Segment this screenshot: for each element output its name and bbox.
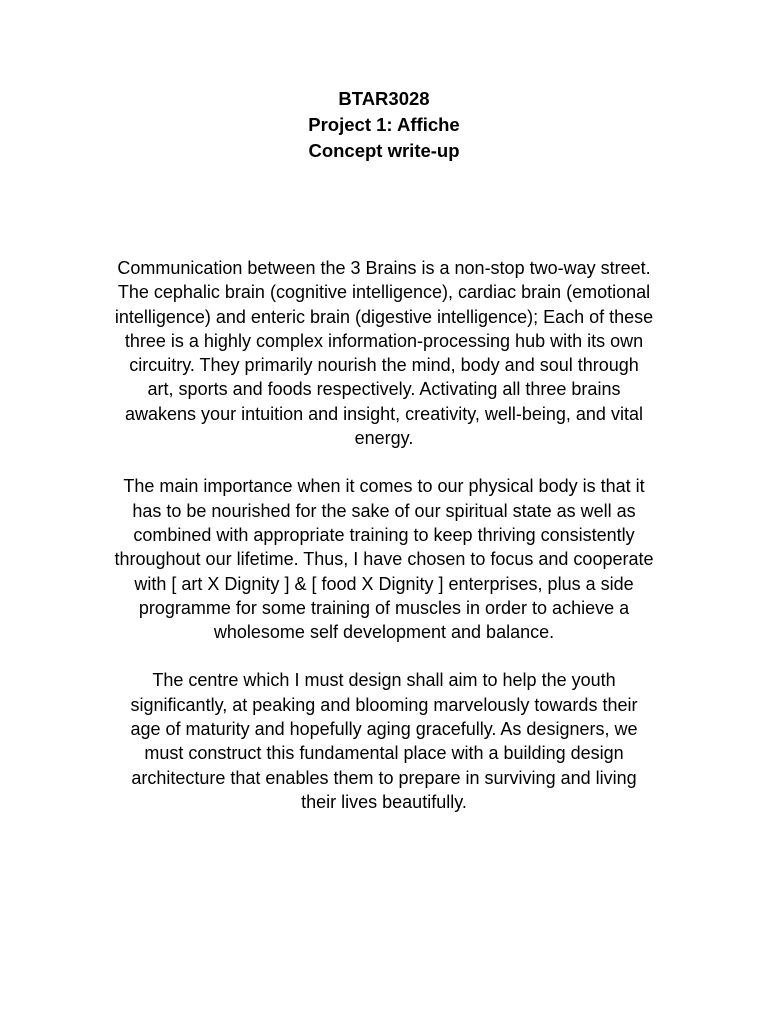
paragraph-line: programme for some training of muscles in order to achieve a	[138, 597, 630, 618]
paragraph-line: age of maturity and hopefully aging gracefully. As designers, we	[130, 719, 638, 740]
project-title: Project 1: Affiche	[308, 114, 460, 135]
paragraph-line: their lives beautifully.	[301, 791, 467, 812]
paragraph-line: three is a highly complex information-processing hub with its own	[124, 330, 644, 351]
paragraph-line: intelligence) and enteric brain (digestive intelligence); Each of these	[114, 306, 654, 327]
paragraph-three-brains	[84, 256, 684, 450]
paragraph-line: architecture that enables them to prepare in surviving and living	[131, 767, 637, 788]
paragraph-centre-design	[84, 668, 684, 814]
paragraph-line: has to be nourished for the sake of our spiritual state as well as	[132, 500, 636, 521]
paragraph-line: combined with appropriate training to keep thriving consistently	[133, 524, 635, 545]
paragraph-line: Communication between the 3 Brains is a non-stop two-way street.	[117, 258, 651, 278]
paragraph-physical-body	[84, 474, 684, 644]
paragraph-line: significantly, at peaking and blooming marvelously towards their	[130, 694, 638, 715]
paragraph-line: The centre which I must design shall aim to help the youth	[152, 670, 616, 691]
document-body	[84, 256, 684, 838]
paragraph-line: The main importance when it comes to our physical body is that it	[123, 476, 645, 497]
paragraph-line: art, sports and foods respectively. Activating all three brains	[147, 379, 621, 400]
paragraph-line: wholesome self development and balance.	[213, 622, 555, 643]
paragraph-line: circuitry. They primarily nourish the mind, body and soul through	[129, 355, 639, 376]
paragraph-line: with [ art X Dignity ] & [ food X Dignity ] enterprises, plus a side	[134, 573, 634, 594]
paragraph-line: The cephalic brain (cognitive intelligence), cardiac brain (emotional	[117, 282, 651, 303]
paragraph-line: energy.	[354, 428, 414, 449]
paragraph-line: must construct this fundamental place with a building design	[144, 743, 624, 764]
document-subtitle: Concept write-up	[308, 140, 460, 161]
paragraph-line: throughout our lifetime. Thus, I have chosen to focus and cooperate	[114, 549, 654, 570]
document-header	[0, 86, 768, 164]
paragraph-line: awakens your intuition and insight, creativity, well-being, and vital	[125, 403, 643, 424]
course-code: BTAR3028	[338, 88, 430, 109]
